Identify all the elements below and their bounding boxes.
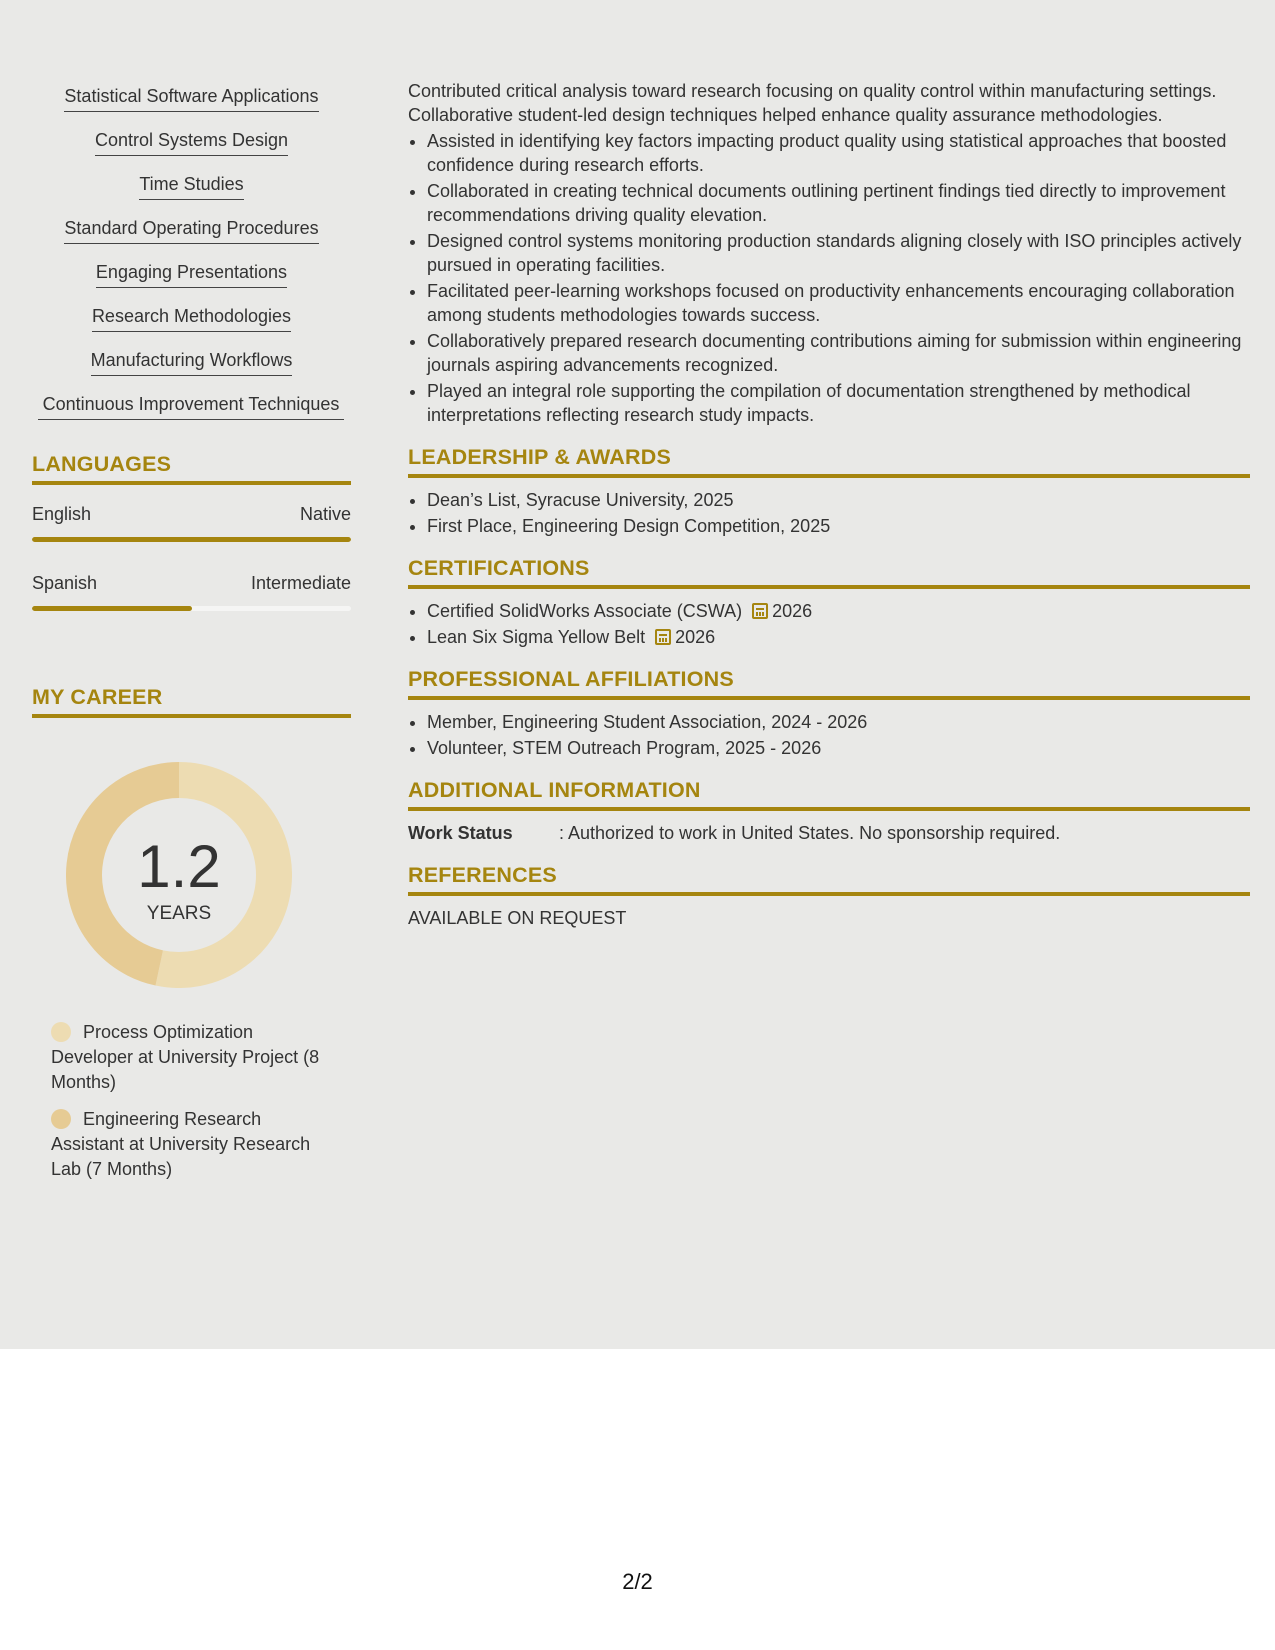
legend-dot	[51, 1109, 71, 1129]
language-proficiency-bar	[32, 537, 351, 542]
page-number: 2/2	[622, 1569, 653, 1594]
right-column	[408, 79, 1250, 930]
language-level: Native	[299, 504, 351, 524]
skill-item: Engaging Presentations	[32, 260, 351, 288]
leadership-section	[408, 445, 1250, 538]
language-spanish	[32, 572, 351, 611]
experience-bullet: • Played an integral role supporting the compilation of documentation strengthened by methodical interpretations reflecting research study impacts.	[427, 379, 1250, 427]
additional-info-section	[408, 778, 1250, 845]
language-proficiency-bar	[32, 606, 351, 611]
experience-bullet: • Collaborated in creating technical documents outlining pertinent findings tied directly to improvement recommendations driving quality elevation.	[427, 179, 1250, 227]
skills-list	[32, 84, 351, 420]
certifications-section	[408, 556, 1250, 649]
leadership-heading: LEADERSHIP & AWARDS	[408, 445, 1250, 478]
calendar-icon	[655, 629, 671, 645]
career-legend-item: Engineering Research Assistant at University Research Lab (7 Months)	[51, 1109, 311, 1179]
certifications-heading: CERTIFICATIONS	[408, 556, 1250, 589]
references-section	[408, 863, 1250, 930]
references-heading: REFERENCES	[408, 863, 1250, 896]
legend-dot	[51, 1022, 71, 1042]
certification-item: • Lean Six Sigma Yellow Belt 2026	[427, 625, 1250, 649]
experience-bullet: • Designed control systems monitoring production standards aligning closely with ISO principles actively pursued in operating facilities.	[427, 229, 1250, 277]
additional-info-heading: ADDITIONAL INFORMATION	[408, 778, 1250, 811]
skill-item: Standard Operating Procedures	[32, 216, 351, 244]
career-heading: MY CAREER	[32, 685, 351, 718]
work-status-value: : Authorized to work in United States. No sponsorship required.	[559, 823, 1061, 843]
career-years-unit: YEARS	[146, 903, 212, 924]
language-proficiency-fill	[32, 537, 351, 542]
affiliation-item: • Volunteer, STEM Outreach Program, 2025 - 2026	[427, 736, 1250, 760]
experience-bullet: • Assisted in identifying key factors impacting product quality using statistical approaches that boosted confidence during research efforts.	[427, 129, 1250, 177]
career-legend-item: Process Optimization Developer at University Project (8 Months)	[51, 1022, 320, 1092]
skill-item: Research Methodologies	[32, 304, 351, 332]
award-item: • First Place, Engineering Design Competition, 2025	[427, 514, 1250, 538]
skill-item: Continuous Improvement Techniques	[32, 392, 351, 420]
language-name: Spanish	[32, 573, 98, 593]
calendar-icon	[752, 603, 768, 619]
skill-item: Manufacturing Workflows	[32, 348, 351, 376]
affiliation-item: • Member, Engineering Student Association, 2024 - 2026	[427, 710, 1250, 734]
language-name: English	[32, 504, 92, 524]
career-donut-chart	[66, 762, 292, 988]
experience-bullet: • Facilitated peer-learning workshops focused on productivity enhancements encouraging collaboration among students methodologies towards success.	[427, 279, 1250, 327]
career-legend	[51, 1020, 321, 1182]
affiliations-heading: PROFESSIONAL AFFILIATIONS	[408, 667, 1250, 700]
language-level: Intermediate	[250, 573, 351, 593]
language-english	[32, 503, 351, 542]
language-proficiency-fill	[32, 606, 192, 611]
left-column	[32, 84, 351, 1194]
affiliations-section	[408, 667, 1250, 760]
experience-bullet: • Collaboratively prepared research documenting contributions aiming for submission within engineering journals aspiring advancements recognized.	[427, 329, 1250, 377]
work-status-row	[408, 821, 1250, 845]
experience-bullets	[408, 129, 1250, 427]
certification-item: • Certified SolidWorks Associate (CSWA) 2026	[427, 599, 1250, 623]
award-item: • Dean’s List, Syracuse University, 2025	[427, 488, 1250, 512]
career-total-years: 1.2	[137, 833, 221, 900]
skill-item: Statistical Software Applications	[32, 84, 351, 112]
skill-item: Time Studies	[32, 172, 351, 200]
experience-summary: Contributed critical analysis toward research focusing on quality control within manufacturing settings. Collaborative student-led design techniques helped enhance quality assurance methodologies.	[408, 81, 1217, 125]
languages-heading: LANGUAGES	[32, 452, 351, 485]
work-status-label: Work Status	[408, 823, 513, 843]
references-text: AVAILABLE ON REQUEST	[408, 908, 627, 928]
skill-item: Control Systems Design	[32, 128, 351, 156]
